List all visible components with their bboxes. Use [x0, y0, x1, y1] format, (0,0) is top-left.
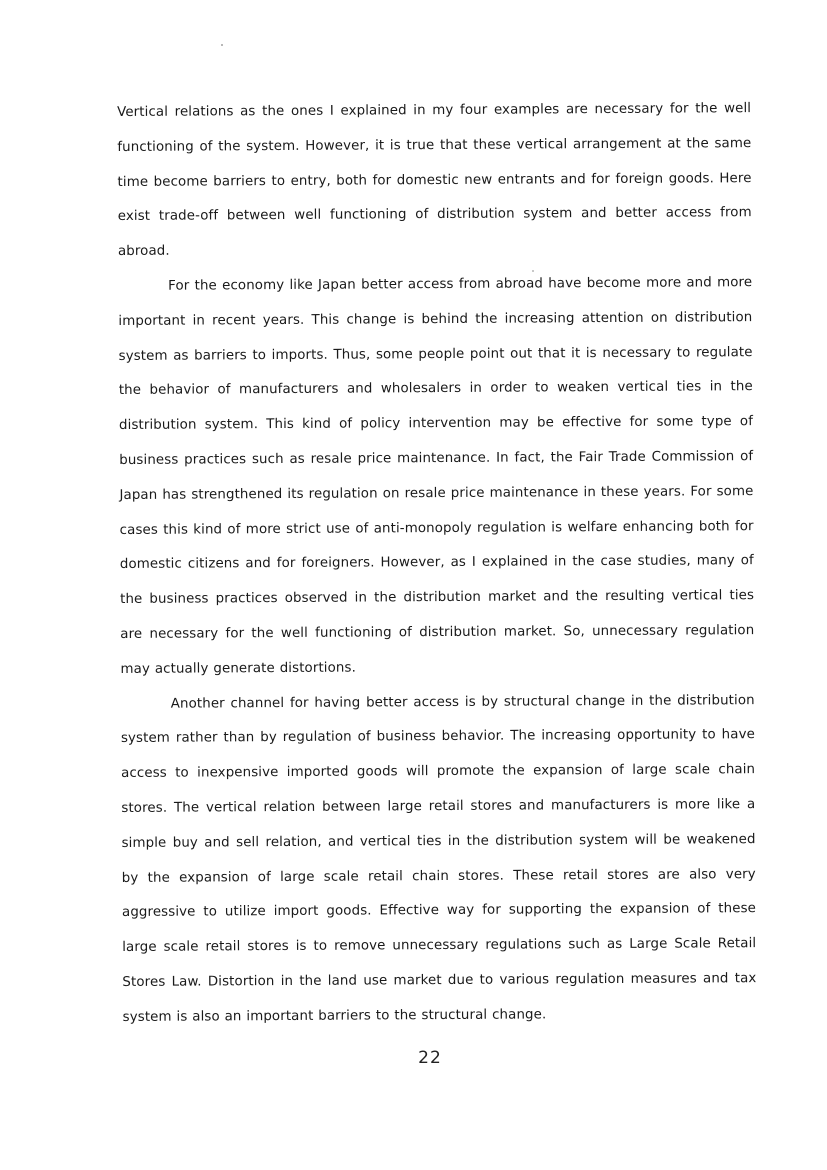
scan-speck — [221, 44, 223, 46]
page-number: 22 — [418, 1048, 442, 1068]
paragraph-2: For the economy like Japan better access from abroad have become more and more important in recent years. This change is behind the increasing attention on distribution system as barriers to imports. Thus, some people point out that it is necessary to regulate the behavior of manufacturers and wholesalers in order to weaken vertical ties in the distribution system. This kind of policy intervention may be effective for some type of business practices such as resale price maintenance. In fact, the Fair Trade Commission of Japan has strengthened its regulation on resale price maintenance in these years. For some cases this kind of more strict use of anti-monopoly regulation is welfare enhancing both for domestic citizens and for foreigners. However, as I explained in the case studies, many of the business practices observed in the distribution market and the resulting vertical ties are necessary for the well functioning of distribution market. So, unnecessary regulation may actually generate distortions. — [118, 275, 755, 677]
paragraph-1: Vertical relations as the ones I explained in my four examples are necessary for the well functioning of the system. However, it is true that these vertical arrangement at the same time become barriers to entry, both for domestic new entrants and for foreign goods. Here exist trade-off between well functioning of distribution system and better access from abroad. — [117, 101, 752, 260]
body-text — [117, 92, 757, 1035]
paragraph-3: Another channel for having better access is by structural change in the distribution system rather than by regulation of business behavior. The increasing opportunity to have access to inexpensive imported goods will promote the expansion of large scale chain stores. The vertical relation between large retail stores and manufacturers is more like a simple buy and sell relation, and vertical ties in the distribution system will be weakened by the expansion of large scale retail chain stores. These retail stores are also very aggressive to utilize import goods. Effective way for supporting the expansion of these large scale retail stores is to remove unnecessary regulations such as Large Scale Retail Stores Law. Distortion in the land use market due to various regulation measures and tax system is also an important barriers to the structural change. — [120, 692, 757, 1025]
